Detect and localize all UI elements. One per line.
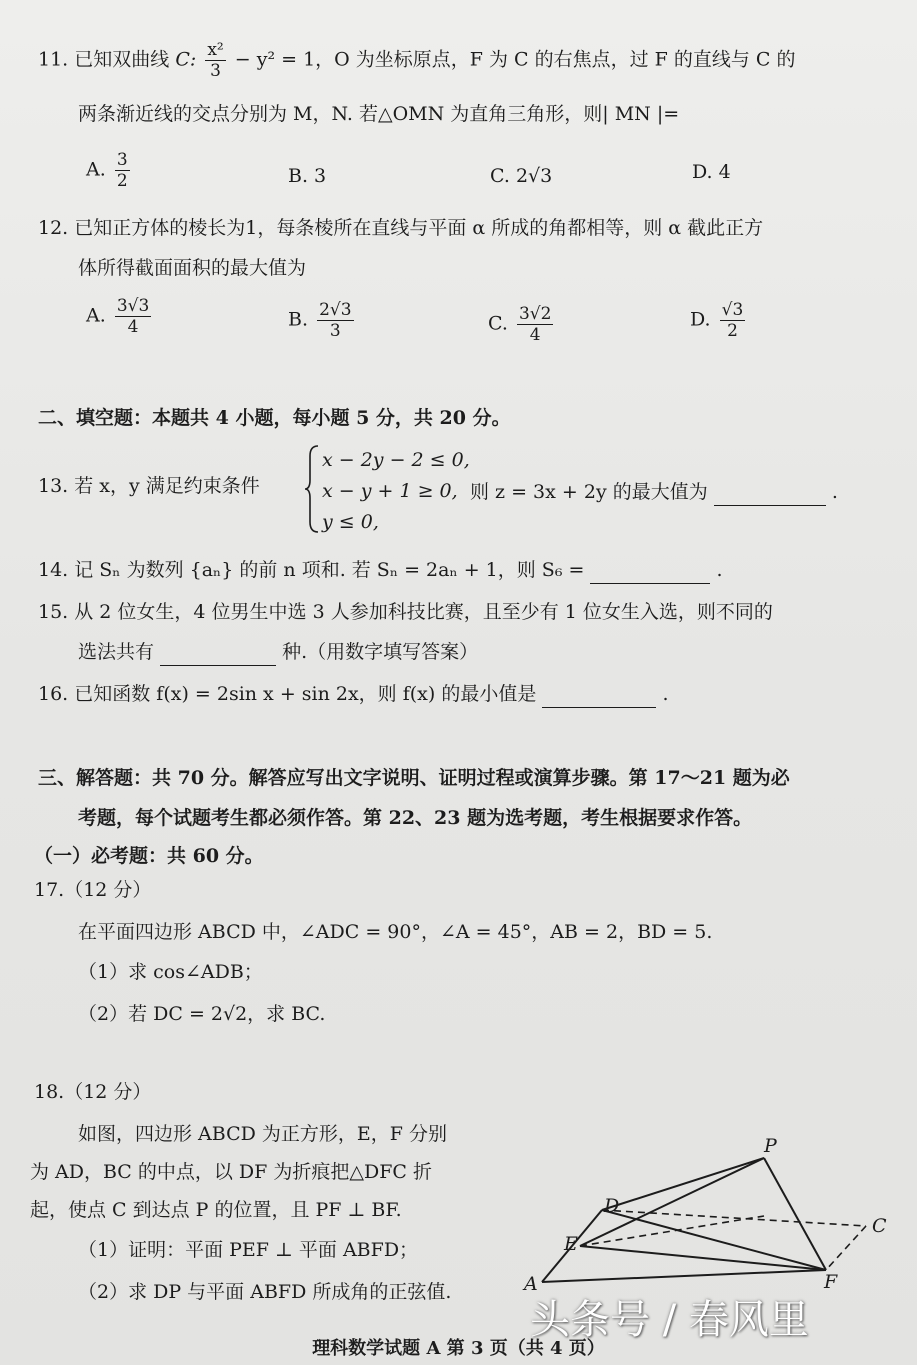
- q13-brace: [304, 444, 320, 534]
- q12-opt-c-label: C.: [488, 312, 508, 335]
- q11-option-a: [86, 150, 133, 191]
- q12-opt-a-frac: [115, 296, 151, 337]
- fig-edge-af: [542, 1270, 826, 1282]
- q15-text-b: 种.（用数字填写答案）: [282, 641, 479, 663]
- q13-prefix: 13. 若 x，y 满足约束条件: [38, 475, 260, 497]
- q12-opt-a-num: 3√3: [116, 296, 150, 316]
- fig-label-a: A: [524, 1273, 538, 1295]
- fig-label-p: P: [764, 1135, 777, 1157]
- watermark-text: 头条号 / 春风里: [530, 1297, 809, 1343]
- q13-constraint-1: x − 2y − 2 ≤ 0,: [322, 449, 470, 471]
- q18-heading: 18.（12 分）: [34, 1081, 152, 1103]
- q16-answer-blank[interactable]: [542, 688, 656, 708]
- q12-option-c: [488, 304, 556, 345]
- q12-opt-a-label: A.: [86, 304, 106, 327]
- q16-text: 16. 已知函数 f(x) = 2sin x + sin 2x，则 f(x) 的最小值是: [38, 683, 537, 705]
- q12-opt-c-frac: [517, 304, 553, 345]
- q11-curve-label: C:: [175, 48, 197, 71]
- q15-text-a: 选法共有: [78, 641, 155, 663]
- q12-opt-d-den: 2: [727, 321, 738, 341]
- q11-option-b: B. 3: [288, 165, 327, 187]
- q13-constraint-3: y ≤ 0,: [322, 511, 379, 533]
- q12-line1: 12. 已知正方体的棱长为1，每条棱所在直线与平面 α 所成的角都相等，则 α 截此正方: [38, 217, 764, 239]
- fig-edge-ef: [580, 1246, 826, 1270]
- q14-answer-blank[interactable]: [590, 564, 710, 584]
- section-2-heading: 二、填空题：本题共 4 小题，每小题 5 分，共 20 分。: [38, 407, 511, 429]
- q11-opt-a-frac: [115, 150, 130, 191]
- fig-edge-pf: [764, 1158, 826, 1270]
- q15-line1: 15. 从 2 位女生，4 位男生中选 3 人参加科技比赛，且至少有 1 位女生入选，则不同的: [38, 601, 773, 623]
- fig-edge-cf-dashed: [826, 1226, 866, 1270]
- fig-edge-e-mid-dashed: [580, 1216, 764, 1246]
- q13-suffix-text: 则 z = 3x + 2y 的最大值为: [470, 481, 708, 503]
- q18-line3: 起，使点 C 到达点 P 的位置，且 PF ⊥ BF.: [30, 1199, 402, 1221]
- q11-opt-a-den: 2: [116, 171, 128, 191]
- section-3-sub: （一）必考题：共 60 分。: [34, 845, 264, 867]
- q17-part-2: （2）若 DC = 2√2，求 BC.: [78, 1003, 326, 1025]
- q13-suffix: [470, 478, 838, 506]
- q13-constraint-2: x − y + 1 ≥ 0,: [322, 480, 458, 502]
- section-3-line2: 考题，每个试题考生都必须作答。第 22、23 题为选考题，考生根据要求作答。: [78, 807, 753, 829]
- q12-opt-a-den: 4: [127, 317, 139, 337]
- q14-end: .: [716, 559, 723, 581]
- fig-label-e: E: [564, 1233, 578, 1255]
- q12-opt-b-frac: [317, 300, 353, 341]
- q14-line: [38, 556, 723, 584]
- section-3-line1: 三、解答题：共 70 分。解答应写出文字说明、证明过程或演算步骤。第 17～21 题为必: [38, 767, 790, 789]
- page-footer: 理科数学试题 A 第 3 页（共 4 页）: [312, 1338, 605, 1359]
- fig-label-c: C: [872, 1215, 887, 1237]
- q12-opt-b-den: 3: [329, 321, 341, 341]
- q16-line: [38, 680, 668, 708]
- q15-line2: [78, 638, 478, 666]
- q12-opt-c-num: 3√2: [518, 304, 552, 324]
- q11-option-d: D. 4: [692, 161, 731, 183]
- q12-opt-b-label: B.: [288, 308, 309, 331]
- q13-answer-blank[interactable]: [714, 486, 826, 506]
- q18-part-1: （1）证明：平面 PEF ⊥ 平面 ABFD；: [78, 1239, 419, 1261]
- q11-text-b: − y² = 1，O 为坐标原点，F 为 C 的右焦点，过 F 的直线与 C 的: [234, 48, 796, 71]
- q12-option-d: [690, 300, 748, 341]
- q13-end: .: [831, 481, 838, 503]
- q18-figure: [510, 1128, 910, 1298]
- q12-opt-c-den: 4: [529, 325, 541, 345]
- q14-text: 14. 记 Sₙ 为数列 {aₙ} 的前 n 项和. 若 Sₙ = 2aₙ + 1，则 S₆ =: [38, 559, 585, 581]
- q18-part-2: （2）求 DP 与平面 ABFD 所成角的正弦值.: [78, 1281, 452, 1303]
- q12-option-b: [288, 300, 357, 341]
- q11-opt-a-label: A.: [86, 158, 106, 181]
- q12-option-a: [86, 296, 154, 337]
- fig-edge-dp: [602, 1158, 764, 1210]
- q11-fraction: [205, 40, 225, 81]
- q17-stem: 在平面四边形 ABCD 中，∠ADC = 90°，∠A = 45°，AB = 2，BD = 5.: [78, 921, 713, 943]
- q12-opt-d-num: √3: [721, 300, 744, 320]
- q11-text-a: 11. 已知双曲线: [38, 48, 170, 71]
- q11-frac-num: x²: [207, 40, 224, 60]
- q17-part-1: （1）求 cos∠ADB；: [78, 961, 263, 983]
- fig-edge-dc-dashed: [602, 1210, 866, 1226]
- q18-line2: 为 AD，BC 的中点，以 DF 为折痕把△DFC 折: [30, 1161, 432, 1183]
- q11-option-c: C. 2√3: [490, 165, 553, 187]
- q12-opt-b-num: 2√3: [319, 300, 352, 320]
- q12-opt-d-label: D.: [690, 308, 711, 331]
- q15-answer-blank[interactable]: [160, 646, 276, 666]
- q11-line2: 两条渐近线的交点分别为 M，N. 若△OMN 为直角三角形，则| MN |=: [78, 103, 680, 125]
- q17-heading: 17.（12 分）: [34, 879, 152, 901]
- fig-label-f: F: [824, 1271, 838, 1293]
- q12-line2: 体所得截面面积的最大值为: [78, 257, 307, 279]
- q18-line1: 如图，四边形 ABCD 为正方形，E，F 分别: [78, 1123, 447, 1145]
- q11-line1: [38, 40, 796, 81]
- q16-end: .: [662, 683, 669, 705]
- q12-opt-d-frac: [720, 300, 746, 341]
- fig-label-d: D: [604, 1195, 620, 1217]
- q11-opt-a-num: 3: [116, 150, 128, 170]
- q11-frac-den: 3: [210, 61, 221, 81]
